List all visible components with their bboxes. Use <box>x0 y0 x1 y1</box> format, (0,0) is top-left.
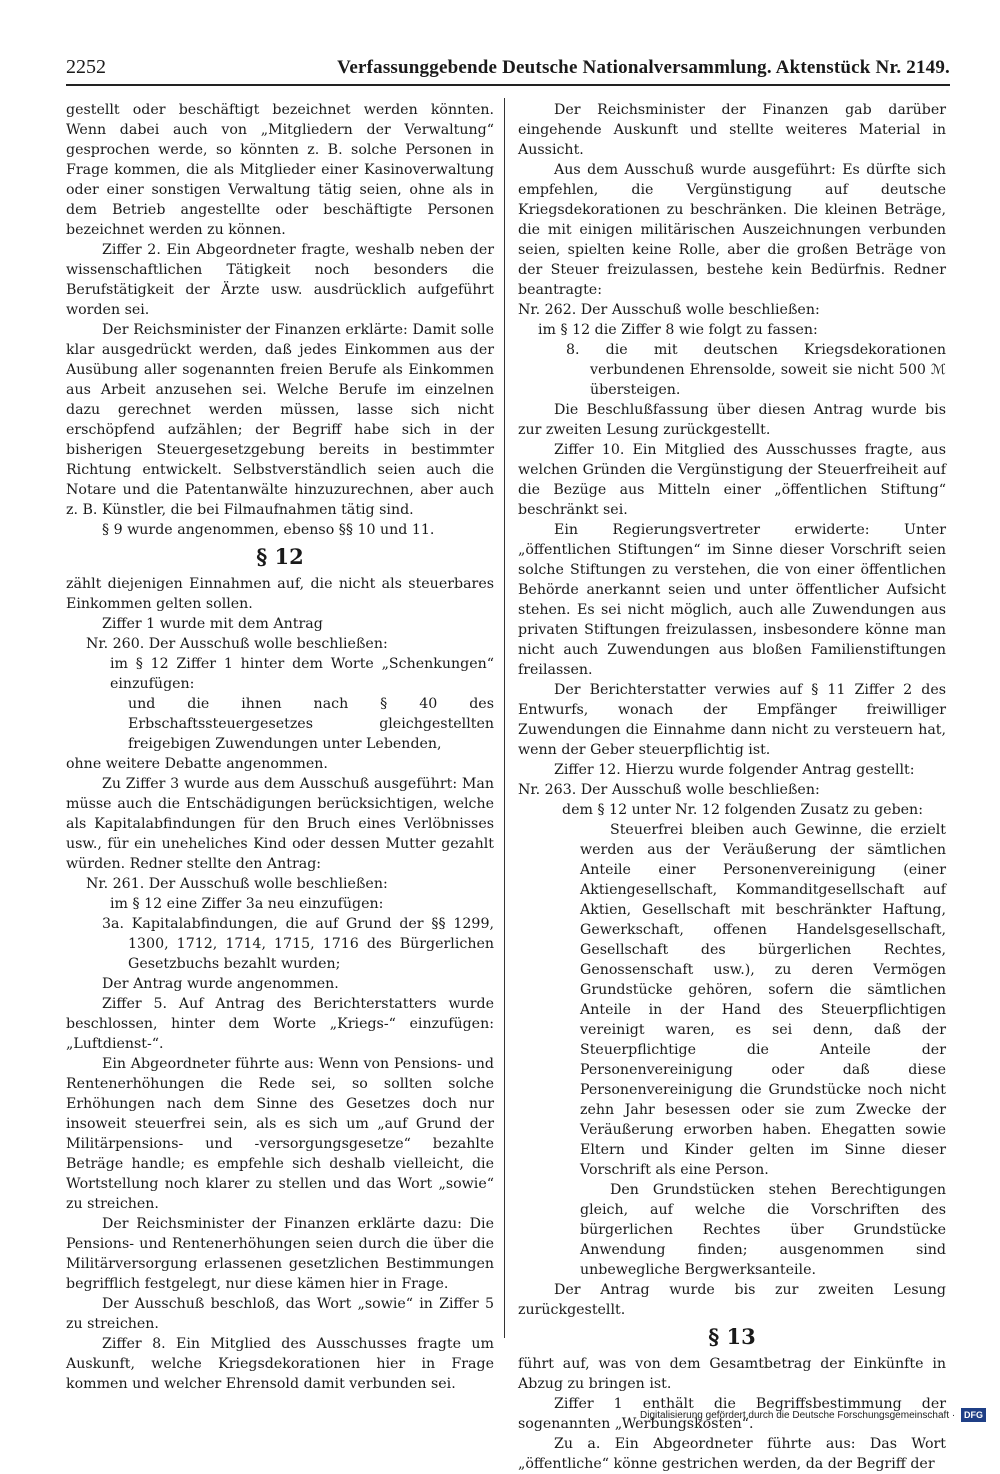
motion-text: dem § 12 unter Nr. 12 folgenden Zusatz zu geben: <box>562 802 923 818</box>
motion-text: im § 12 die Ziffer 8 wie folgt zu fassen: <box>538 322 818 338</box>
motion-heading: Nr. 260. Der Ausschuß wolle beschließen: <box>86 636 388 652</box>
page-title: Verfassunggebende Deutsche Nationalversammlung. Aktenstück Nr. 2149. <box>337 57 950 78</box>
paragraph: führt auf, was von dem Gesamtbetrag der Einkünfte in Abzug zu bringen ist. <box>518 1356 946 1392</box>
paragraph: Die Beschlußfassung über diesen Antrag wurde bis zur zweiten Lesung zurückgestellt. <box>518 402 946 438</box>
paragraph: Ziffer 10. Ein Mitglied des Ausschusses fragte, aus welchen Gründen die Vergünstigung der Steuerfreiheit auf die Bezüge aus Mitteln einer „öffentlichen Stiftung“ beschränkt sei. <box>518 442 946 518</box>
right-column <box>518 100 946 1474</box>
paragraph: Ein Abgeordneter führte aus: Wenn von Pensions- und Rentenerhöhungen die Rede sei, so sollten solche Erhöhungen nach dem Sinne des Gesetzes doch nur insoweit steuerfrei sein, als es sich um „auf Grund der Militärpensions- und -versorgungsgesetze“ bezahlte Beträge handle; es empfehle sich deshalb vielleicht, die Wortstellung noch klarer zu stellen und das Wort „sowie“ zu streichen. <box>66 1056 494 1212</box>
left-column <box>66 100 494 1394</box>
paragraph: Der Berichterstatter verwies auf § 11 Ziffer 2 des Entwurfs, wonach der Empfänger freiwilliger Zuwendungen die Einnahme dann nicht zu versteuern hat, wenn der Geber steuerpflichtig ist. <box>518 682 946 758</box>
page-header <box>66 52 950 86</box>
paragraph: zählt diejenigen Einnahmen auf, die nicht als steuerbares Einkommen gelten sollen. <box>66 576 494 612</box>
paragraph: Ein Regierungsvertreter erwiderte: Unter „öffentlichen Stiftungen“ im Sinne dieser Vorschrift seien solche Stiftungen zu verstehen, die von einer öffentlichen Behörde anerkannt seien und unter öffentlicher Aufsicht stehen. Es sei nicht möglich, auch alle Zuwendungen aus privaten Stiftungen freizulassen, insbesondere könne man nicht auch Zuwendungen aus bloßen Familienstiftungen freilassen. <box>518 522 946 678</box>
motion-heading: Nr. 263. Der Ausschuß wolle beschließen: <box>518 782 820 798</box>
section-heading: § 12 <box>256 544 304 569</box>
paragraph: Ziffer 8. Ein Mitglied des Ausschusses fragte um Auskunft, welche Kriegsdekorationen hier in Frage kommen und welcher Ehrensold damit verbunden sei. <box>66 1336 494 1392</box>
paragraph: gestellt oder beschäftigt bezeichnet werden könnten. Wenn dabei auch von „Mitgliedern der Verwaltung“ gesprochen werde, so könnten z. B. solche Personen in Frage kommen, die als Mitglieder einer Kasinoverwaltung oder einer sonstigen Verwaltung tätig seien, ohne als in dem Betrieb angestellte oder beschäftigte Personen bezeichnet werden zu können. <box>66 102 494 238</box>
paragraph: Zu a. Ein Abgeordneter führte aus: Das Wort „öffentliche“ könne gestrichen werden, da der Begriff der <box>518 1436 946 1472</box>
section-heading: § 13 <box>708 1324 756 1349</box>
paragraph: Der Ausschuß beschloß, das Wort „sowie“ in Ziffer 5 zu streichen. <box>66 1296 494 1332</box>
footer-credit <box>640 1408 986 1424</box>
paragraph: Der Antrag wurde angenommen. <box>102 976 339 992</box>
paragraph: Ziffer 2. Ein Abgeordneter fragte, weshalb neben der wissenschaftlichen Tätigkeit noch besonders die Berufstätigkeit der Ärzte usw. ausdrücklich aufgeführt worden sei. <box>66 242 494 318</box>
paragraph: Ziffer 1 enthält die Begriffsbestimmung der sogenannten „Werbungskosten“. <box>518 1396 946 1432</box>
paragraph: ohne weitere Debatte angenommen. <box>66 756 328 772</box>
paragraph: Der Antrag wurde bis zur zweiten Lesung zurückgestellt. <box>518 1282 946 1318</box>
motion-heading: Nr. 261. Der Ausschuß wolle beschließen: <box>86 876 388 892</box>
motion-text: Steuerfrei bleiben auch Gewinne, die erzielt werden aus der Veräußerung der sämtlichen Anteile einer Personenvereinigung (einer Aktiengesellschaft, Kommanditgesellschaft auf Aktien, Gesellschaft mit beschränkter Haftung, Gewerkschaft, offenen Handelsgesellschaft, Gesellschaft des bürgerlichen Rechtes, Genossenschaft usw.), zu deren Vermögen Grundstücke gehören, sofern die sämtlichen Anteile in der Hand des Steuerpflichtigen vereinigt waren, es sei denn, daß der Steuerpflichtige die Anteile der Personenvereinigung oder daß diese Personenvereinigung die Grundstücke noch nicht zehn Jahr besessen oder sie zum Zwecke der Veräußerung erworben haben. Ehegatten sowie Eltern und Kinder gelten im Sinne dieser Vorschrift als eine Person. <box>580 822 946 1178</box>
paragraph: Ziffer 5. Auf Antrag des Berichterstatters wurde beschlossen, hinter dem Worte „Kriegs-“ einzufügen: „Luftdienst-“. <box>66 996 494 1052</box>
column-divider <box>504 98 505 1338</box>
page-number: 2252 <box>66 56 106 78</box>
paragraph: Ziffer 1 wurde mit dem Antrag <box>102 616 323 632</box>
paragraph: Der Reichsminister der Finanzen gab darüber eingehende Auskunft und stellte weiteres Material in Aussicht. <box>518 102 946 158</box>
motion-heading: Nr. 262. Der Ausschuß wolle beschließen: <box>518 302 820 318</box>
paragraph: Der Reichsminister der Finanzen erklärte dazu: Die Pensions- und Rentenerhöhungen seien durch die über die Militärversorgung erlassenen gesetzlichen Bestimmungen begrifflich festgelegt, nur diese kämen hier in Frage. <box>66 1216 494 1292</box>
paragraph: § 9 wurde angenommen, ebenso §§ 10 und 11. <box>102 522 435 538</box>
paragraph: Ziffer 12. Hierzu wurde folgender Antrag gestellt: <box>554 762 915 778</box>
footer-text: Digitalisierung gefördert durch die Deutsche Forschungsgemeinschaft · <box>640 1410 956 1421</box>
dfg-logo: DFG <box>961 1408 986 1422</box>
motion-text: 3a. Kapitalabfindungen, die auf Grund der §§ 1299, 1300, 1712, 1714, 1715, 1716 des Bürgerlichen Gesetzbuchs bezahlt wurden; <box>102 916 494 972</box>
header-rule <box>66 84 950 86</box>
motion-text: im § 12 Ziffer 1 hinter dem Worte „Schenkungen“ einzufügen: <box>110 656 494 692</box>
paragraph: Der Reichsminister der Finanzen erklärte: Damit solle klar ausgedrückt werden, daß jedes Einkommen aus der Ausübung aller sogenannten freien Berufe als Einkommen aus Arbeit anzusehen sei. Welche Berufe im einzelnen dazu gerechnet werden müssen, lasse sich nicht erschöpfend aufzählen; der Begriff habe sich in der bisherigen Steuergesetzgebung bereits in bestimmter Richtung entwickelt. Selbstverständlich seien auch die Notare und die Patentanwälte hinzuzurechnen, aber auch z. B. Künstler, die bei Filmaufnahmen tätig sind. <box>66 322 494 518</box>
paragraph: Aus dem Ausschuß wurde ausgeführt: Es dürfte sich empfehlen, die Vergünstigung auf deutsche Kriegsdekorationen zu beschränken. Die kleinen Beträge, die mit einigen militärischen Auszeichnungen verbunden seien, spielten keine Rolle, aber die großen Beträge von der Steuer freizulassen, bestehe kein Bedürfnis. Redner beantragte: <box>518 162 946 298</box>
paragraph: Zu Ziffer 3 wurde aus dem Ausschuß ausgeführt: Man müsse auch die Entschädigungen berücksichtigen, welche als Kapitalabfindungen für den Bruch eines Verlöbnisses usw., für ein uneheliches Kind oder dessen Mutter gezahlt würden. Redner stellte den Antrag: <box>66 776 494 872</box>
motion-text: und die ihnen nach § 40 des Erbschaftssteuergesetzes gleichgestellten freigebigen Zuwendungen unter Lebenden, <box>128 696 494 752</box>
motion-text: 8. die mit deutschen Kriegsdekorationen verbundenen Ehrensolde, soweit sie nicht 500 ℳ übersteigen. <box>566 342 946 398</box>
motion-text: Den Grundstücken stehen Berechtigungen gleich, auf welche die Vorschriften des bürgerlichen Rechtes über Grundstücke Anwendung finden; ausgenommen sind unbewegliche Bergwerksanteile. <box>580 1182 946 1278</box>
motion-text: im § 12 eine Ziffer 3a neu einzufügen: <box>110 896 384 912</box>
